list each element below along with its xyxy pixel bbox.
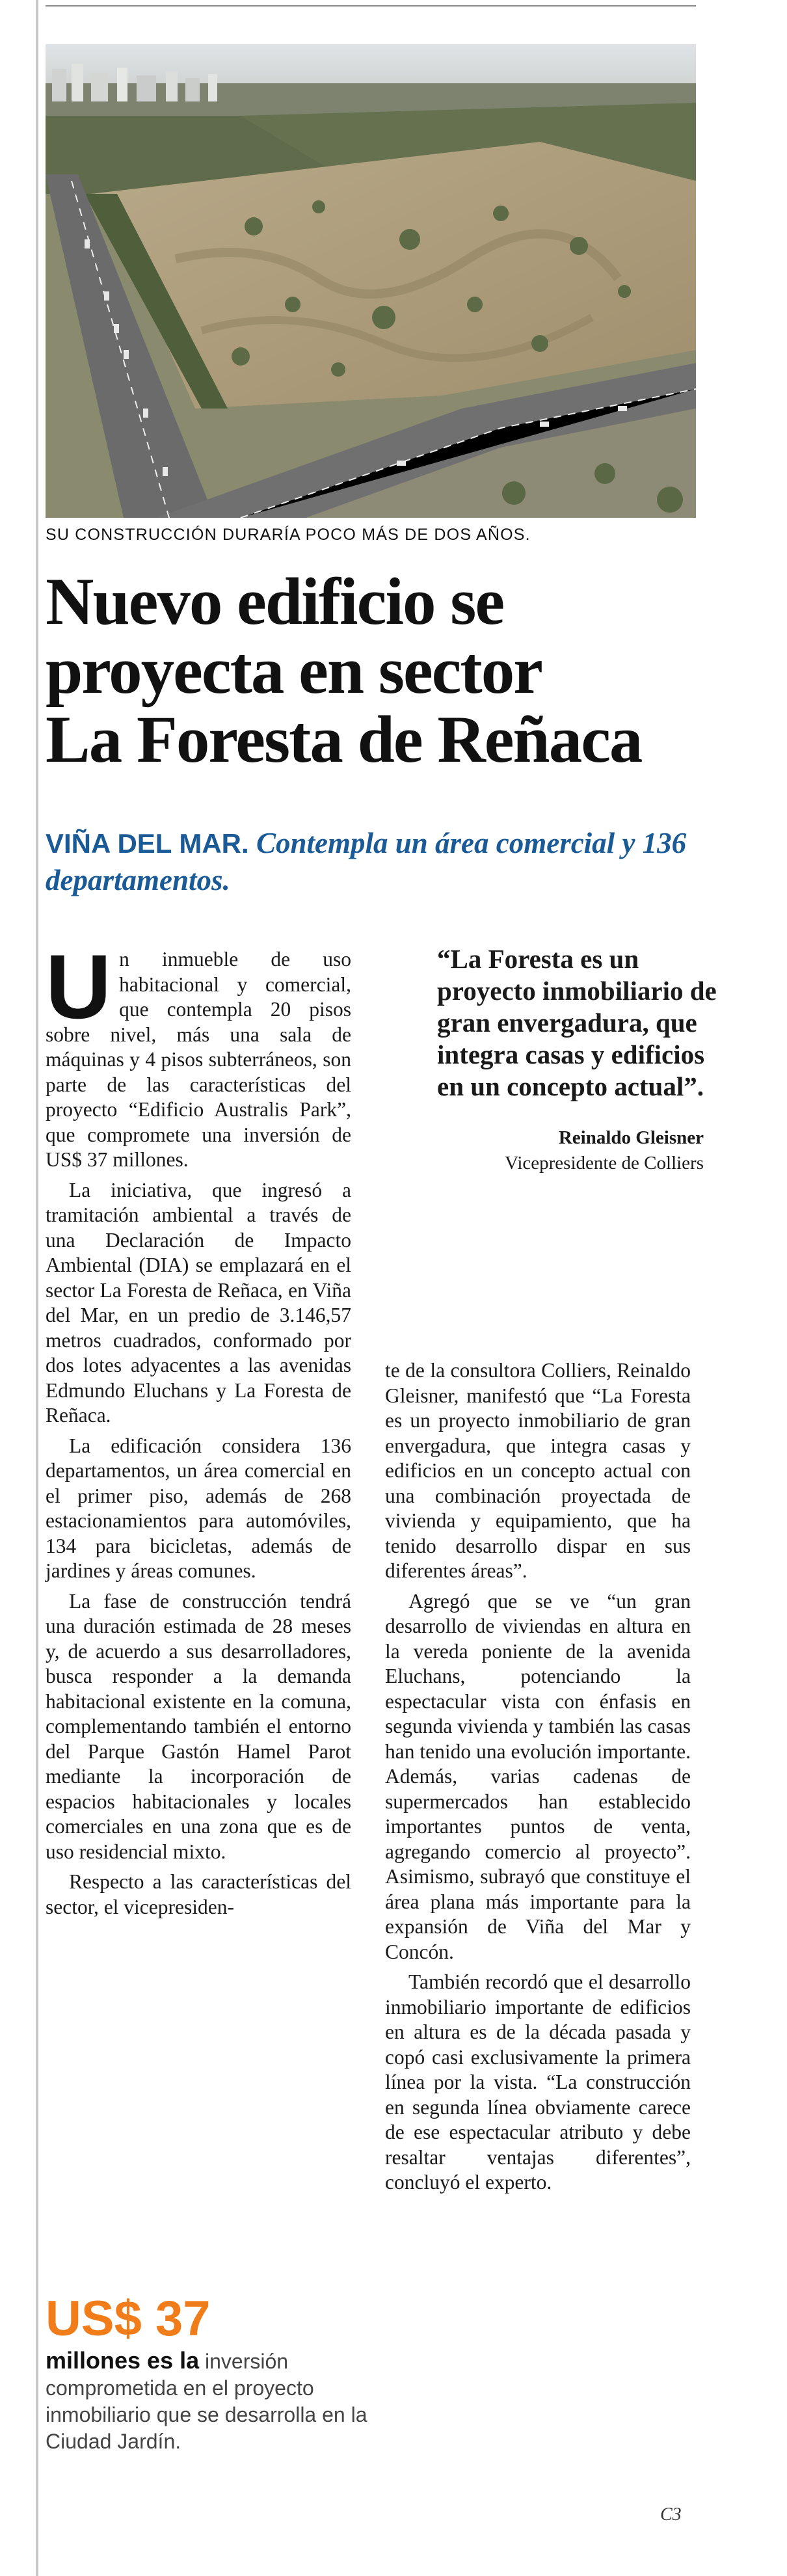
paragraph-1 — [46, 935, 351, 1173]
headline-line-2: proyecta en sector — [46, 634, 542, 708]
pull-quote-text: “La Foresta es un proyecto inmobiliario de gran envergadura, que integra casas y edificios en un concepto actual”. — [437, 944, 717, 1101]
lead — [46, 825, 709, 899]
paragraph-6: te de la consultora Colliers, Reinaldo Gleisner, manifestó que “La Foresta es un proyecto inmobiliario de gran envergadura, que integra casas y edificios en un concepto actual con una combinación proyectada de vivienda y equipamiento, que ha tenido desarrollo dispar en sus diferentes áreas”. — [385, 1359, 691, 1582]
headline-line-3: La Foresta de Reñaca — [46, 703, 642, 777]
pull-quote-role: Vicepresidente de Colliers — [505, 1153, 704, 1174]
aerial-photo — [46, 44, 696, 518]
paragraph-7: Agregó que se ve “un gran desarrollo de viviendas en altura en la vereda poniente de la avenida Eluchans, potenciando la espectacular vista con énfasis en segunda vivienda y también las casas han tenido una evolución importante. Además, varias cadenas de supermercados han establecido importantes puntos de venta, agregando comercio al proyecto”. Asimismo, subrayó que constituye el área plana más importante para la expansión de Viña del Mar y Concón. — [385, 1589, 691, 1963]
paragraph-3: La edificación considera 136 departamentos, un área comercial en el primer piso, además de 268 estacionamientos para automóviles, 134 para bicicletas, además de jardines y áreas comunes. — [46, 1434, 351, 1582]
drop-cap: U — [46, 935, 112, 1038]
pull-quote — [437, 943, 723, 1174]
top-rule — [46, 5, 696, 7]
article-column-2 — [385, 1358, 691, 2201]
paragraph-2: La iniciativa, que ingresó a tramitación ambiental a través de una Declaración de Impacto Ambiental (DIA) se emplazará en el sector La Foresta de Reñaca, en Viña del Mar, en un predio de 3.146,57 metros cuadrados, conformado por dos lotes adyacentes a las avenidas Edmundo Eluchans y La Foresta de Reñaca. — [46, 1178, 351, 1427]
fact-box — [46, 2291, 371, 2455]
end-mark: C3 — [660, 2504, 682, 2525]
dateline-place: VIÑA DEL MAR. — [46, 828, 249, 859]
fact-text — [46, 2347, 371, 2455]
aerial-photo-illustration — [46, 44, 696, 518]
paragraph-8: También recordó que el desarrollo inmobiliario importante de edificios en altura es de la década pasada y copó casi exclusivamente la primera línea por la vista. “La construcción en segunda línea obviamente carece de ese espectacular atributo y debe resaltar ventajas diferentes”, concluyó el experto. — [385, 1970, 691, 2194]
pull-quote-author: Reinaldo Gleisner — [558, 1127, 704, 1148]
paragraph-5: Respecto a las características del sector, el vicepresiden- — [46, 1870, 351, 1918]
headline — [46, 565, 709, 777]
article-column-1 — [46, 935, 351, 1925]
headline-line-1: Nuevo edificio se — [46, 565, 504, 639]
paragraph-4: La fase de construcción tendrá una duración estimada de 28 meses y, de acuerdo a sus desarrolladores, busca responder a la demanda habitacional existente en la comuna, complementando también el entorno del Parque Gastón Hamel Parot mediante la incorporación de espacios habitacionales y locales comerciales en una zona que es de uso residencial mixto. — [46, 1589, 351, 1863]
fact-text-rest: inversión comprometida en el proyecto inmobiliario que se desarrolla en la Ciudad Jardín. — [46, 2350, 367, 2453]
subheadline: Contempla un área comercial y 136 departamentos. — [46, 827, 687, 896]
fact-amount: US$ 37 — [46, 2291, 211, 2346]
column-rule — [36, 0, 38, 2576]
fact-text-strong: millones es la — [46, 2347, 200, 2374]
photo-caption: SU CONSTRUCCIÓN DURARÍA POCO MÁS DE DOS AÑOS. — [46, 526, 531, 544]
paragraph-1-text: n inmueble de uso habitacional y comercial, que contempla 20 pisos sobre nivel, más una sala de máquinas y 4 pisos subterráneos, son parte de las características del proyecto “Edificio Australis Park”, que compromete una inversión de US$ 37 millones. — [46, 948, 351, 1171]
